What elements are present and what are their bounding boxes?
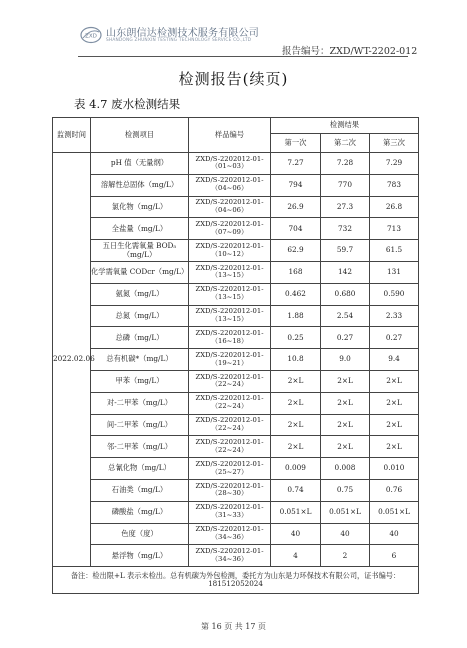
cell-first: 0.74 — [271, 479, 321, 501]
cell-third: 9.4 — [370, 349, 419, 371]
cell-sample: ZXD/S-2202012-01-（31~33） — [189, 501, 271, 523]
cell-second: 0.75 — [321, 479, 370, 501]
cell-third: 26.8 — [370, 196, 419, 218]
cell-item: 总有机碳*（mg/L） — [91, 349, 189, 371]
cell-sample: ZXD/S-2202012-01-（16~18） — [189, 327, 271, 349]
cell-third: 783 — [370, 174, 419, 196]
cell-third: 61.5 — [370, 240, 419, 262]
cell-first: 0.051×L — [271, 501, 321, 523]
cell-first: 0.25 — [271, 327, 321, 349]
cell-third: 6 — [370, 545, 419, 567]
table-row — [53, 479, 419, 501]
table-row — [53, 414, 419, 436]
table-row — [53, 261, 419, 283]
monitor-date: 2022.02.06 — [53, 153, 91, 567]
cell-sample: ZXD/S-2202012-01-（13~15） — [189, 305, 271, 327]
table-row — [53, 305, 419, 327]
table-row — [53, 458, 419, 480]
cell-third: 0.76 — [370, 479, 419, 501]
table-row — [53, 545, 419, 567]
cell-first: 0.462 — [271, 283, 321, 305]
table-row — [53, 174, 419, 196]
header-divider — [78, 56, 408, 57]
cell-second: 40 — [321, 523, 370, 545]
header-second: 第二次 — [321, 134, 370, 153]
page-header — [0, 0, 467, 60]
cell-item: 石油类（mg/L） — [91, 479, 189, 501]
cell-second: 732 — [321, 218, 370, 240]
cell-third: 0.010 — [370, 458, 419, 480]
cell-second: 2×L — [321, 392, 370, 414]
cell-item: 对-二甲苯（mg/L） — [91, 392, 189, 414]
cell-sample: ZXD/S-2202012-01-（13~15） — [189, 261, 271, 283]
cell-first: 10.8 — [271, 349, 321, 371]
cell-item: 悬浮物（mg/L） — [91, 545, 189, 567]
cell-third: 2×L — [370, 370, 419, 392]
table-row — [53, 218, 419, 240]
cell-sample: ZXD/S-2202012-01-（13~15） — [189, 283, 271, 305]
cell-first: 7.27 — [271, 153, 321, 175]
cell-sample: ZXD/S-2202012-01-（34~36） — [189, 545, 271, 567]
cell-item: 化学需氧量 CODcr（mg/L） — [91, 261, 189, 283]
table-row — [53, 436, 419, 458]
cell-first: 2×L — [271, 370, 321, 392]
cell-item: 色度（度） — [91, 523, 189, 545]
logo-text: ZXD — [85, 33, 97, 40]
cell-second: 9.0 — [321, 349, 370, 371]
report-number: 报告编号：ZXD/WT-2202-012 — [282, 46, 418, 57]
company-name-cn: 山东朗信达检测技术服务有限公司 — [106, 28, 259, 39]
cell-sample: ZXD/S-2202012-01-（01~03） — [189, 153, 271, 175]
cell-third: 2×L — [370, 392, 419, 414]
cell-first: 26.9 — [271, 196, 321, 218]
cell-item: 氨氮（mg/L） — [91, 283, 189, 305]
cell-sample: ZXD/S-2202012-01-（22~24） — [189, 414, 271, 436]
cell-item: 氯化物（mg/L） — [91, 196, 189, 218]
cell-third: 7.29 — [370, 153, 419, 175]
cell-sample: ZXD/S-2202012-01-（04~06） — [189, 196, 271, 218]
cell-first: 1.88 — [271, 305, 321, 327]
cell-first: 704 — [271, 218, 321, 240]
cell-sample: ZXD/S-2202012-01-（10~12） — [189, 240, 271, 262]
table-caption: 表 4.7 废水检测结果 — [74, 97, 181, 111]
cell-second: 2×L — [321, 370, 370, 392]
cell-sample: ZXD/S-2202012-01-（22~24） — [189, 392, 271, 414]
cell-sample: ZXD/S-2202012-01-（22~24） — [189, 436, 271, 458]
cell-item: 邻-二甲苯（mg/L） — [91, 436, 189, 458]
cell-third: 713 — [370, 218, 419, 240]
cell-item: 五日生化需氧量 BOD₅（mg/L） — [91, 240, 189, 262]
table-row — [53, 327, 419, 349]
table-row — [53, 501, 419, 523]
cell-sample: ZXD/S-2202012-01-（34~36） — [189, 523, 271, 545]
cell-second: 0.008 — [321, 458, 370, 480]
table-row — [53, 392, 419, 414]
cell-second: 27.3 — [321, 196, 370, 218]
cell-item: 总氰化物（mg/L） — [91, 458, 189, 480]
table-row — [53, 283, 419, 305]
cell-third: 40 — [370, 523, 419, 545]
cell-sample: ZXD/S-2202012-01-（19~21） — [189, 349, 271, 371]
header-sample-no: 样品编号 — [189, 118, 271, 153]
cell-first: 62.9 — [271, 240, 321, 262]
cell-second: 2.54 — [321, 305, 370, 327]
table-note: 备注：检出限+L 表示未检出。总有机碳为外包检测，委托方为山东是力环保技术有限公司，证书编号：181512052024 — [53, 567, 419, 594]
cell-second: 0.680 — [321, 283, 370, 305]
wastewater-results-table — [52, 117, 419, 594]
table-row — [53, 153, 419, 175]
cell-third: 2.33 — [370, 305, 419, 327]
cell-third: 0.27 — [370, 327, 419, 349]
note-row — [53, 567, 419, 594]
table-row — [53, 196, 419, 218]
cell-item: 总磷（mg/L） — [91, 327, 189, 349]
cell-first: 794 — [271, 174, 321, 196]
cell-third: 131 — [370, 261, 419, 283]
company-name-en: SHANDONG ZHUNXIN TESTING TECHNOLOGY SERVICE CO.,LTD — [106, 38, 252, 43]
cell-second: 2×L — [321, 414, 370, 436]
cell-first: 0.009 — [271, 458, 321, 480]
cell-sample: ZXD/S-2202012-01-（22~24） — [189, 370, 271, 392]
header-first: 第一次 — [271, 134, 321, 153]
cell-first: 168 — [271, 261, 321, 283]
cell-sample: ZXD/S-2202012-01-（04~06） — [189, 174, 271, 196]
cell-item: 溶解性总固体（mg/L） — [91, 174, 189, 196]
header-monitor-time: 监测时间 — [53, 118, 91, 153]
page-number: 第 16 页 共 17 页 — [200, 622, 267, 631]
cell-first: 2×L — [271, 436, 321, 458]
cell-item: pH 值（无量纲） — [91, 153, 189, 175]
cell-second: 770 — [321, 174, 370, 196]
cell-third: 0.051×L — [370, 501, 419, 523]
table-row — [53, 523, 419, 545]
cell-second: 2 — [321, 545, 370, 567]
cell-second: 0.27 — [321, 327, 370, 349]
cell-second: 2×L — [321, 436, 370, 458]
header-test-item: 检测项目 — [91, 118, 189, 153]
cell-first: 2×L — [271, 414, 321, 436]
cell-item: 间-二甲苯（mg/L） — [91, 414, 189, 436]
cell-third: 2×L — [370, 436, 419, 458]
company-logo-icon — [80, 26, 102, 44]
cell-sample: ZXD/S-2202012-01-（07~09） — [189, 218, 271, 240]
cell-first: 40 — [271, 523, 321, 545]
cell-second: 7.28 — [321, 153, 370, 175]
cell-item: 总氮（mg/L） — [91, 305, 189, 327]
cell-sample: ZXD/S-2202012-01-（25~27） — [189, 458, 271, 480]
document-title: 检测报告(续页) — [178, 70, 289, 88]
header-results: 检测结果 — [271, 118, 419, 134]
cell-first: 4 — [271, 545, 321, 567]
header-third: 第三次 — [370, 134, 419, 153]
cell-third: 2×L — [370, 414, 419, 436]
cell-first: 2×L — [271, 392, 321, 414]
cell-item: 全盐量（mg/L） — [91, 218, 189, 240]
cell-third: 0.590 — [370, 283, 419, 305]
cell-second: 59.7 — [321, 240, 370, 262]
cell-sample: ZXD/S-2202012-01-（28~30） — [189, 479, 271, 501]
cell-second: 142 — [321, 261, 370, 283]
table-row — [53, 240, 419, 262]
table-row — [53, 349, 419, 371]
cell-second: 0.051×L — [321, 501, 370, 523]
cell-item: 甲苯（mg/L） — [91, 370, 189, 392]
cell-item: 磷酸盐（mg/L） — [91, 501, 189, 523]
table-row — [53, 370, 419, 392]
